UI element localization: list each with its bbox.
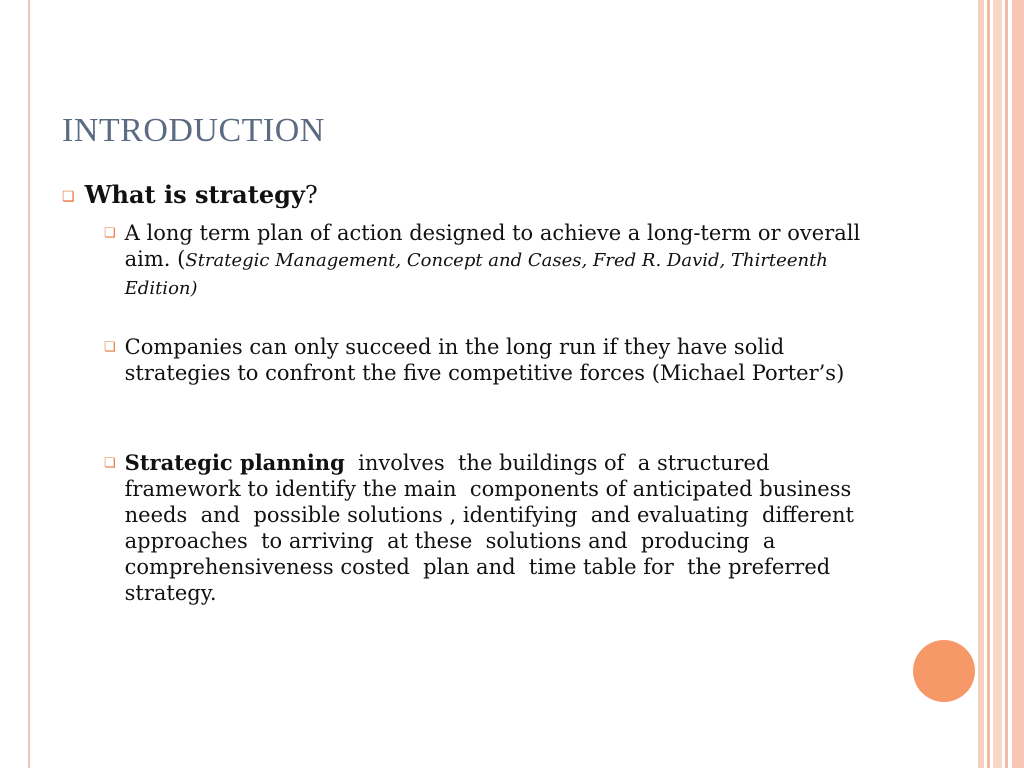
sub-bullet-body: A long term plan of action designed to achieve a long-term or overall aim. (	[124, 221, 861, 271]
decorative-stripe	[978, 0, 984, 768]
sub-bullet-3	[104, 450, 874, 606]
main-bullet	[62, 180, 318, 209]
sub-bullet-lead-bold: Strategic planning	[124, 450, 345, 475]
sub-bullet-1	[104, 220, 874, 302]
sub-bullet-2	[104, 334, 874, 386]
main-bullet-tail: ?	[304, 181, 318, 209]
square-bullet-icon: ❏	[62, 188, 75, 205]
sub-bullet-citation: Strategic Management, Concept and Cases, Fred R. David, Thirteenth Edition)	[124, 250, 828, 299]
square-bullet-icon: ❏	[104, 340, 116, 355]
sub-bullet-text	[125, 220, 874, 302]
square-bullet-icon: ❏	[104, 456, 116, 471]
slide-title: INTRODUCTION	[62, 112, 325, 149]
sub-bullet-body: involves the buildings of a structured framework to identify the main components of anticipated business needs and possible solutions , identifying and evaluating different approaches to arriving at these solutions and producing a comprehensiveness costed plan and time table for the preferred strategy.	[124, 451, 868, 605]
decorative-stripe	[993, 0, 1002, 768]
main-bullet-bold: What is strategy	[84, 180, 305, 209]
decorative-stripe	[1012, 0, 1024, 768]
square-bullet-icon: ❏	[104, 226, 116, 241]
decorative-circle	[913, 640, 975, 702]
decorative-stripe	[987, 0, 990, 768]
decorative-stripe	[1005, 0, 1008, 768]
sub-bullet-body: Companies can only succeed in the long run if they have solid strategies to confront the five competitive forces (Michael Porter’s)	[124, 335, 845, 385]
sub-bullet-text	[125, 334, 874, 386]
sub-bullet-text	[125, 450, 874, 606]
left-frame-line	[28, 0, 30, 768]
